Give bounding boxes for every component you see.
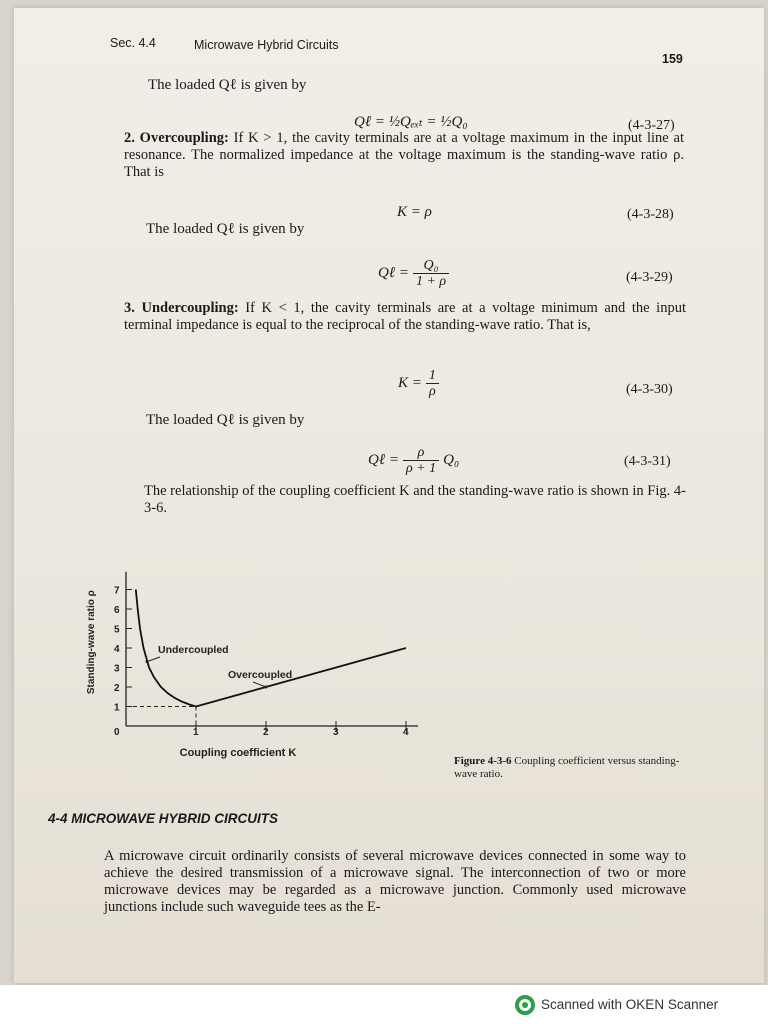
item-overcoupling-text: If K > 1, the cavity terminals are at a voltage maximum in the input line at resonance. The normalized impedance at the voltage maximum is the standing-wave ratio ρ. That is — [124, 130, 684, 180]
y-tick-label: 2 — [114, 683, 120, 694]
equation-number-31: (4-3-31) — [624, 454, 671, 469]
x-tick-label: 0 — [114, 727, 120, 738]
annotation-label: Undercoupled — [158, 644, 229, 656]
scanner-footer — [0, 985, 768, 1024]
eq30-denominator: ρ — [429, 384, 436, 399]
section-number: Sec. 4.4 — [110, 36, 156, 50]
equation-4-3-27: Qℓ = ½Qₑₓₜ = ½Q₀ — [354, 114, 468, 130]
oken-logo-icon — [515, 995, 535, 1015]
section-paragraph: A microwave circuit ordinarily consists of several microwave devices connected in some way to achieve the desired transmission of a microwave signal. The interconnection of two or more microwave devices may be regarded as a microwave junction. Commonly used microwave junctions include such waveguide tees as the E- — [104, 848, 686, 915]
y-tick-label: 7 — [114, 585, 120, 597]
figure-caption-label: Figure 4-3-6 — [454, 755, 512, 767]
eq30-numerator: 1 — [426, 368, 439, 384]
annotation-leader — [147, 657, 160, 662]
annotation-arrowhead — [146, 660, 149, 663]
eq31-lhs: Qℓ = — [368, 452, 399, 469]
x-tick-label: 4 — [403, 727, 409, 738]
x-tick-label: 1 — [193, 727, 199, 738]
eq30-lhs: K = — [398, 375, 422, 392]
eq30-fraction — [426, 368, 439, 399]
equation-4-3-28: K = ρ — [397, 204, 432, 220]
item-undercoupling-label: 3. Undercoupling: — [124, 300, 239, 316]
y-tick-label: 5 — [114, 624, 120, 636]
equation-number-27: (4-3-27) — [628, 118, 675, 133]
equation-number-30: (4-3-30) — [626, 382, 673, 397]
scanned-page — [14, 8, 764, 983]
eq31-denominator: ρ + 1 — [405, 461, 437, 476]
scanner-label: Scanned with OKEN Scanner — [541, 997, 719, 1012]
annotation-arrowhead — [265, 686, 268, 689]
eq29-lhs: Qℓ = — [378, 265, 409, 282]
y-tick-label: 6 — [114, 605, 120, 616]
annotation-label: Overcoupled — [228, 669, 293, 681]
y-tick-label: 4 — [114, 644, 120, 655]
relationship-paragraph: The relationship of the coupling coefficient K and the standing-wave ratio is shown in Fig. 4-3-6. — [144, 483, 686, 516]
coupling-chart — [64, 528, 464, 798]
y-tick-label: 3 — [114, 663, 120, 675]
loaded-q-line-3: The loaded Qℓ is given by — [146, 412, 305, 428]
item-undercoupling — [124, 300, 686, 334]
x-tick-label: 2 — [263, 727, 269, 738]
equation-4-3-29 — [378, 258, 449, 289]
eq29-denominator: 1 + ρ — [415, 274, 447, 289]
running-title: Microwave Hybrid Circuits — [194, 38, 339, 52]
eq29-numerator: Q₀ — [413, 258, 449, 274]
equation-4-3-31 — [368, 445, 459, 476]
item-undercoupling-text: If K < 1, the cavity terminals are at a voltage minimum and the input terminal impedance is equal to the reciprocal of the standing-wave ratio. That is, — [124, 300, 686, 333]
annotation-leader — [253, 682, 266, 687]
equation-4-3-30 — [398, 368, 439, 399]
eq31-numerator: ρ — [403, 445, 439, 461]
eq29-fraction — [413, 258, 449, 289]
intro-line: The loaded Qℓ is given by — [148, 77, 307, 93]
x-axis-label: Coupling coefficient K — [179, 747, 297, 759]
item-overcoupling-label: 2. Overcoupling: — [124, 130, 229, 146]
figure-caption — [454, 755, 684, 781]
loaded-q-line-2: The loaded Qℓ is given by — [146, 221, 305, 237]
eq31-fraction — [403, 445, 439, 476]
page-number: 159 — [662, 52, 683, 66]
figure-caption-text: Coupling coefficient versus standing-wave ratio. — [454, 755, 680, 780]
y-tick-label: 1 — [114, 702, 120, 714]
eq31-rhs: Q₀ — [443, 452, 460, 469]
section-heading: 4-4 MICROWAVE HYBRID CIRCUITS — [48, 811, 279, 826]
equation-number-28: (4-3-28) — [627, 207, 674, 222]
item-overcoupling — [124, 130, 684, 181]
x-tick-label: 3 — [333, 727, 339, 738]
equation-number-29: (4-3-29) — [626, 270, 673, 285]
y-axis-label: Standing-wave ratio ρ — [86, 590, 97, 695]
